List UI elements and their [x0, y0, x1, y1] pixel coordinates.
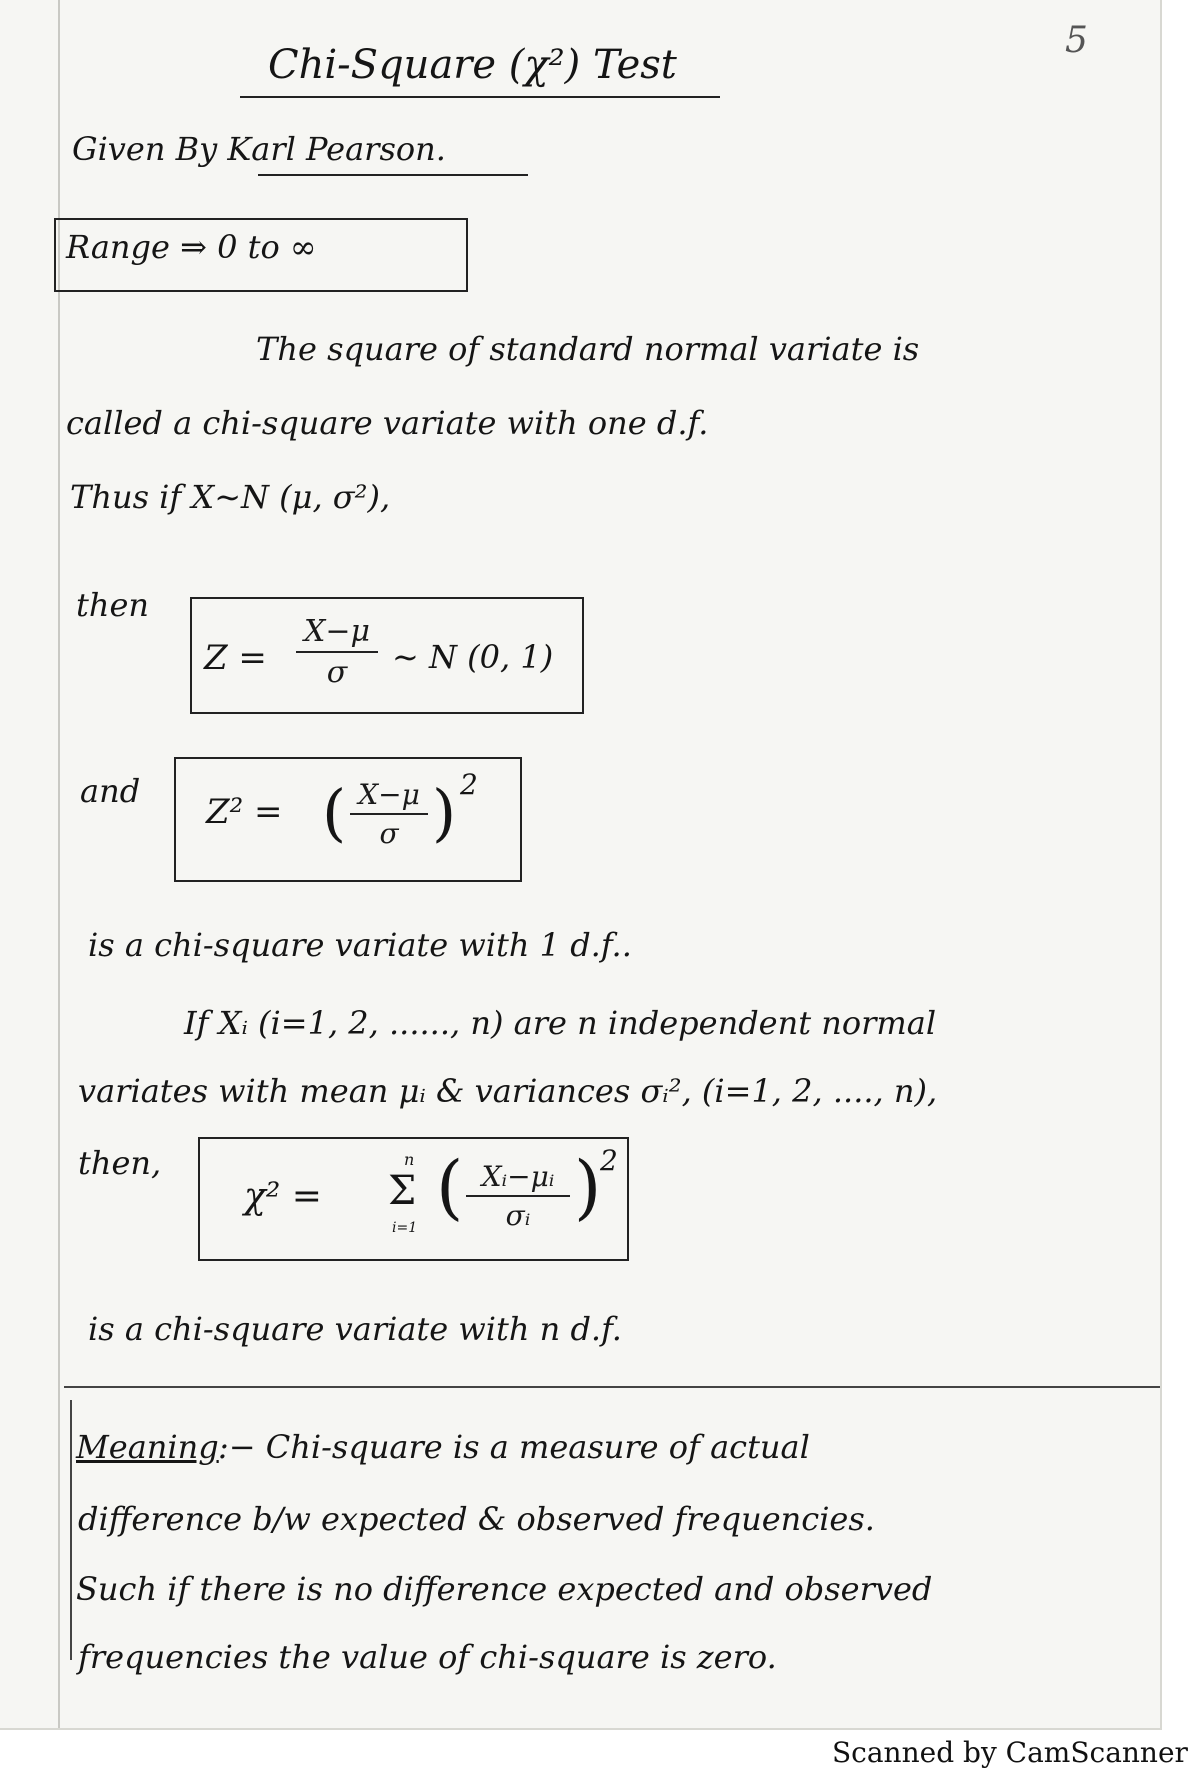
intro-line-2: called a chi-square variate with one d.f.	[66, 404, 709, 442]
author-underline	[258, 174, 528, 176]
z-squared-lhs: Z² =	[206, 792, 283, 832]
summation-sign: Σ	[388, 1168, 417, 1214]
meaning-margin-line	[70, 1400, 72, 1660]
z-equation-fraction	[296, 614, 378, 690]
title-underline	[240, 96, 720, 98]
z-squared-open-paren: (	[322, 776, 347, 849]
scanner-footer: Scanned by CamScanner	[832, 1736, 1188, 1769]
meaning-line-1: :− Chi-square is a measure of actual	[218, 1428, 810, 1466]
sum-lower-limit: i=1	[392, 1220, 418, 1236]
chi-square-power: 2	[600, 1144, 618, 1177]
z-fraction-bar	[296, 651, 378, 653]
meaning-line-4: frequencies the value of chi-square is zero.	[78, 1638, 777, 1676]
range-text: Range ⇒ 0 to ∞	[66, 228, 317, 266]
meaning-label: Meaning	[76, 1428, 219, 1466]
and-label: and	[80, 772, 141, 810]
z-squared-close-paren: )	[432, 776, 457, 849]
z-equation-lhs: Z =	[204, 638, 267, 678]
page-title: Chi-Square (χ²) Test	[268, 42, 677, 88]
z-equation-rhs: ∼ N (0, 1)	[392, 638, 554, 676]
z-squared-numerator: X−μ	[358, 778, 420, 811]
given-by-line: Given By Karl Pearson.	[72, 130, 446, 168]
chi-fraction-bar	[466, 1195, 570, 1197]
chi-square-lhs: χ² =	[244, 1176, 322, 1217]
statement-one-df: is a chi-square variate with 1 d.f..	[88, 926, 632, 964]
z-squared-fraction	[350, 778, 428, 850]
chi-close-paren: )	[574, 1146, 602, 1228]
chi-fraction-denominator: σᵢ	[505, 1199, 531, 1232]
statement-n-variates-line-1: If Xᵢ (i=1, 2, ......, n) are n independent normal	[184, 1004, 937, 1042]
z-squared-fraction-bar	[350, 813, 428, 815]
intro-line-3: Thus if X∼N (μ, σ²),	[70, 478, 391, 516]
intro-line-1: The square of standard normal variate is	[256, 330, 920, 368]
chi-fraction-numerator: Xᵢ−μᵢ	[481, 1160, 555, 1193]
page-number: 5	[1065, 20, 1088, 61]
z-fraction-denominator: σ	[326, 655, 348, 690]
z-fraction-numerator: X−μ	[304, 614, 370, 649]
meaning-line-2: difference b/w expected & observed frequencies.	[78, 1500, 875, 1538]
meaning-line-3: Such if there is no difference expected and observed	[76, 1570, 933, 1608]
chi-open-paren: (	[436, 1146, 464, 1228]
statement-n-variates-line-2: variates with mean μᵢ & variances σᵢ², (i=1, 2, ...., n),	[78, 1072, 938, 1110]
sum-upper-limit: n	[404, 1150, 415, 1169]
chi-square-fraction	[466, 1160, 570, 1232]
section-divider	[64, 1386, 1160, 1388]
then-label-2: then,	[78, 1144, 162, 1182]
then-label: then	[76, 586, 150, 624]
z-squared-denominator: σ	[379, 817, 399, 850]
z-squared-power: 2	[460, 768, 478, 801]
statement-n-df: is a chi-square variate with n d.f.	[88, 1310, 622, 1348]
